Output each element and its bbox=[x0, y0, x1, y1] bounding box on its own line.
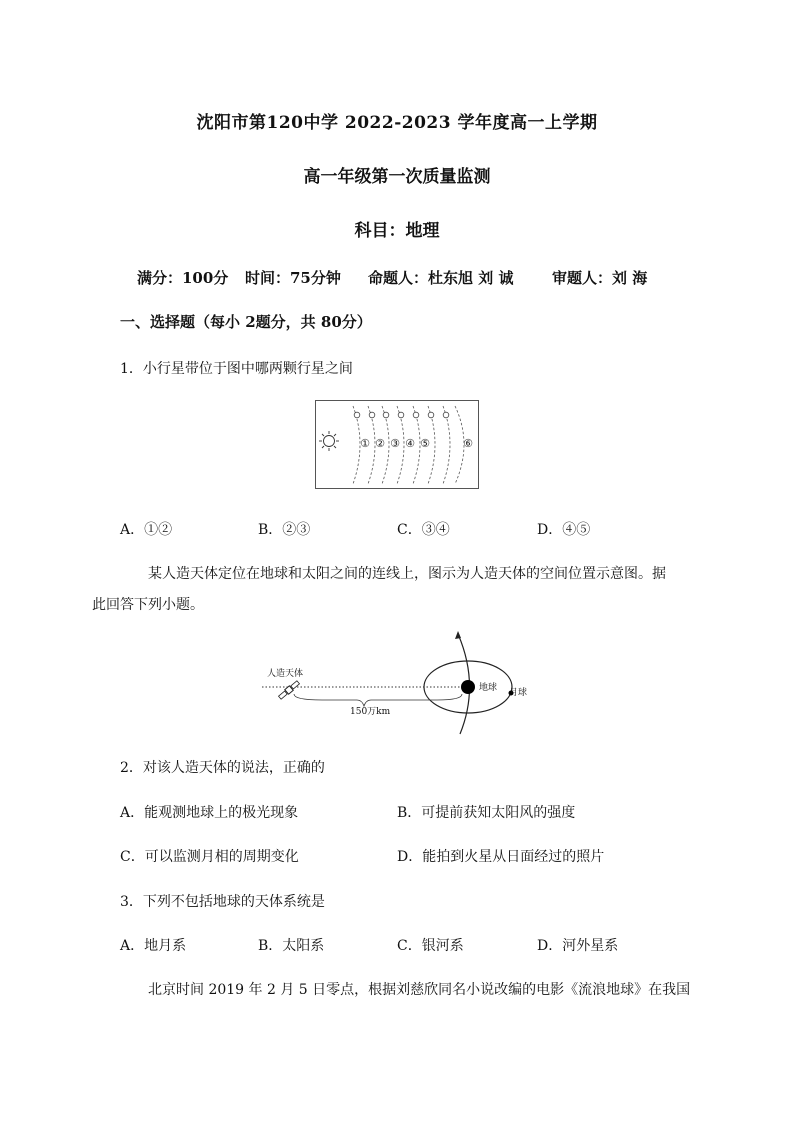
artificial-body-diagram bbox=[262, 630, 542, 735]
planet-label-4: ④ bbox=[405, 437, 415, 450]
exam-title: 沈阳市第120中学 2022-2023 学年度高一上学期 bbox=[196, 113, 598, 133]
q3-option-b: B．太阳系 bbox=[258, 938, 325, 954]
q1-option-c: C．③④ bbox=[397, 522, 450, 538]
section-title: 一、选择题（每小 2题分，共 80分） bbox=[120, 313, 372, 331]
q1-option-a: A．①② bbox=[120, 522, 173, 538]
q3-option-d: D．河外星系 bbox=[537, 938, 619, 954]
satellite-label: 人造天体 bbox=[267, 669, 304, 679]
subject-label: 科目：地理 bbox=[354, 221, 440, 241]
q2-option-d: D．能拍到火星从日面经过的照片 bbox=[397, 849, 605, 865]
q3-option-a: A．地月系 bbox=[120, 938, 187, 954]
q3-option-c: C．银河系 bbox=[397, 938, 464, 954]
question-3-stem: 3．下列不包括地球的天体系统是 bbox=[120, 894, 325, 910]
q2-option-c: C．可以监测月相的周期变化 bbox=[120, 849, 299, 865]
moon-label: 月球 bbox=[509, 688, 528, 698]
question-2-stem: 2．对该人造天体的说法，正确的 bbox=[120, 760, 325, 776]
planet-label-3: ③ bbox=[390, 437, 400, 450]
passage-1-line-2: 此回答下列小题。 bbox=[92, 597, 204, 613]
earth-label: 地球 bbox=[479, 683, 498, 693]
solar-system-diagram bbox=[315, 400, 479, 489]
passage-2-line-1: 北京时间 2019 年 2 月 5 日零点，根据刘慈欣同名小说改编的电影《流浪地球》在我国 bbox=[148, 982, 691, 998]
exam-time: 时间：75分钟 bbox=[245, 269, 341, 287]
q1-option-b: B．②③ bbox=[258, 522, 311, 538]
sun-icon bbox=[319, 431, 339, 451]
distance-label: 150万km bbox=[350, 707, 391, 717]
distance-brace bbox=[294, 694, 462, 706]
full-score: 满分：100分 bbox=[137, 269, 229, 287]
question-1-stem: 1．小行星带位于图中哪两颗行星之间 bbox=[120, 361, 353, 377]
orbit-arrow-icon bbox=[455, 631, 461, 639]
passage-1 bbox=[92, 559, 680, 621]
exam-subtitle: 高一年级第一次质量监测 bbox=[303, 167, 491, 187]
q1-option-d: D．④⑤ bbox=[537, 522, 591, 538]
q2-option-a: A．能观测地球上的极光现象 bbox=[120, 805, 299, 821]
planet-label-1: ① bbox=[360, 437, 370, 450]
earth-icon bbox=[461, 680, 475, 694]
planet-label-6: ⑥ bbox=[463, 437, 473, 450]
planet-label-5: ⑤ bbox=[420, 437, 430, 450]
passage-1-line-1: 某人造天体定位在地球和太阳之间的连线上，图示为人造天体的空间位置示意图。据 bbox=[148, 566, 666, 582]
q2-option-b: B．可提前获知太阳风的强度 bbox=[397, 805, 576, 821]
planet-label-2: ② bbox=[375, 437, 385, 450]
reviewer: 审题人：刘 海 bbox=[552, 269, 648, 287]
authors: 命题人：杜东旭 刘 诚 bbox=[368, 269, 514, 287]
